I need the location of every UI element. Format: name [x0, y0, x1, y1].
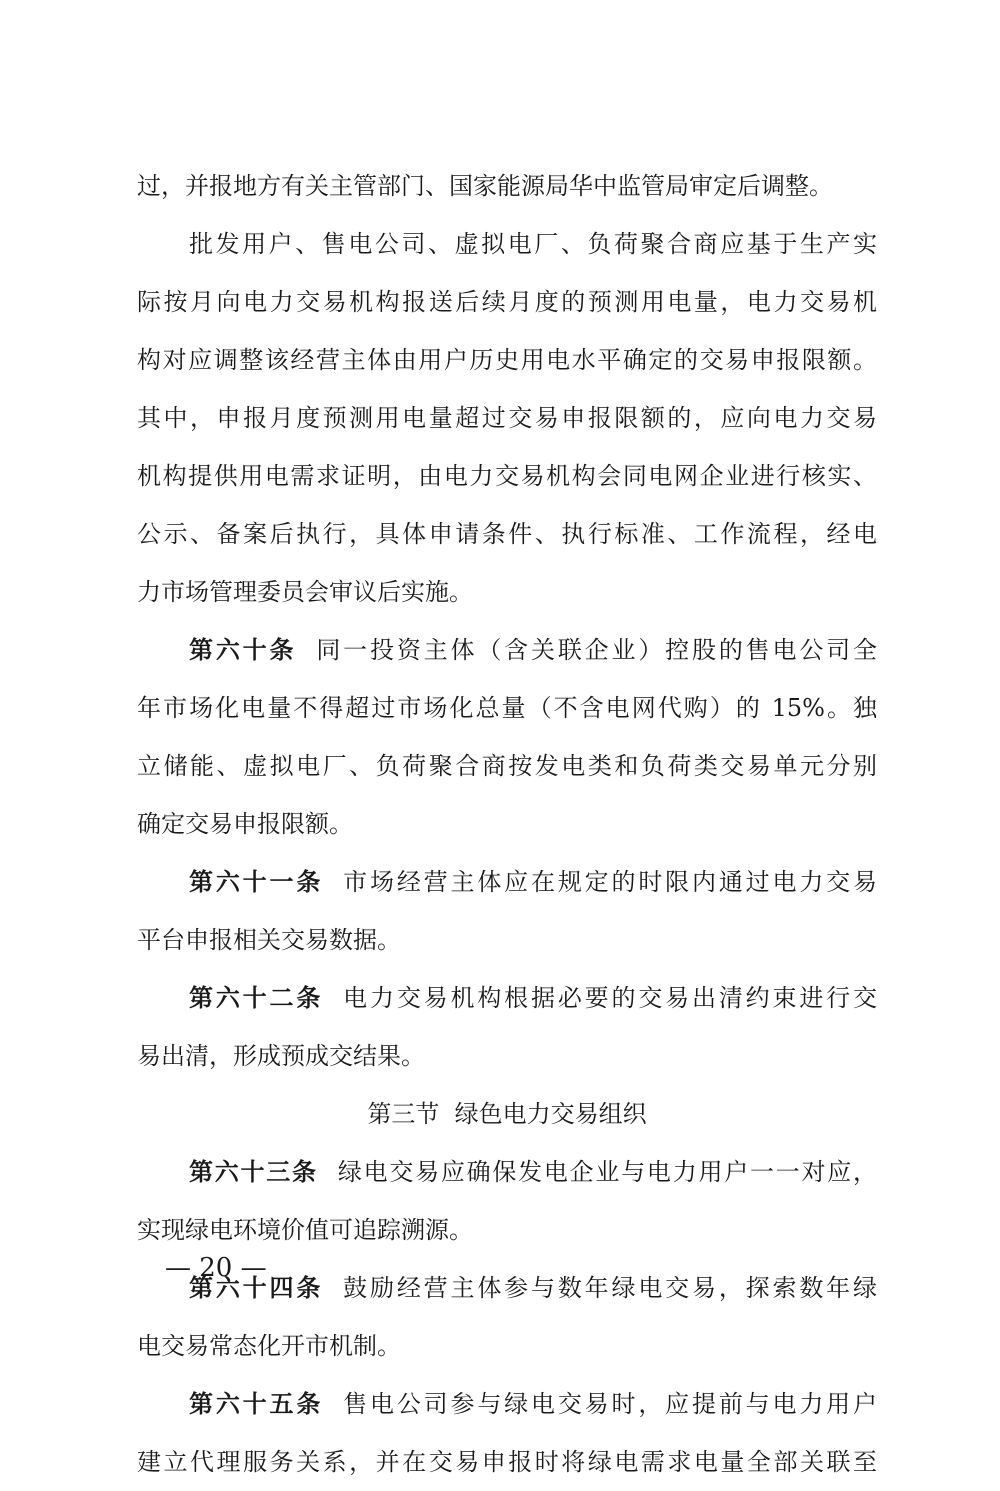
article-number: 第六十五条 — [189, 1389, 324, 1418]
body-line: 立储能、虚拟电厂、负荷聚合商按发电类和负荷类交易单元分别 — [137, 752, 877, 780]
paragraph-end-line: 力市场管理委员会审议后实施。 — [137, 578, 473, 606]
paragraph-end-line: 电交易常态化开市机制。 — [137, 1332, 401, 1360]
body-line: 年市场化电量不得超过市场化总量（不含电网代购）的 15%。独 — [137, 694, 877, 722]
section-heading: 第三节 绿色电力交易组织 — [367, 1100, 647, 1128]
article-64-line: 第六十四条 鼓励经营主体参与数年绿电交易，探索数年绿 — [189, 1273, 877, 1302]
body-line: 过，并报地方有关主管部门、国家能源局华中监管局审定后调整。 — [137, 172, 833, 200]
paragraph-end-line: 易出清，形成预成交结果。 — [137, 1042, 425, 1070]
body-line: 机构提供用电需求证明，由电力交易机构会同电网企业进行核实、 — [137, 462, 877, 490]
document-body — [137, 157, 877, 1491]
paragraph-end-line: 确定交易申报限额。 — [137, 810, 353, 838]
paragraph-start-line: 批发用户、售电公司、虚拟电厂、负荷聚合商应基于生产实 — [189, 230, 877, 258]
page-number: — 20 — — [165, 1253, 267, 1283]
article-65-line: 第六十五条 售电公司参与绿电交易时，应提前与电力用户 — [189, 1389, 877, 1418]
article-60-line: 第六十条 同一投资主体（含关联企业）控股的售电公司全 — [189, 635, 877, 664]
body-line: 公示、备案后执行，具体申请条件、执行标准、工作流程，经电 — [137, 520, 877, 548]
article-number: 第六十四条 — [189, 1273, 324, 1302]
paragraph-end-line: 实现绿电环境价值可追踪溯源。 — [137, 1216, 473, 1244]
body-line: 建立代理服务关系，并在交易申报时将绿电需求电量全部关联至 — [137, 1448, 877, 1476]
body-line: 构对应调整该经营主体由用户历史用电水平确定的交易申报限额。 — [137, 346, 877, 374]
paragraph-end-line: 平台申报相关交易数据。 — [137, 926, 401, 954]
article-63-line: 第六十三条 绿电交易应确保发电企业与电力用户一一对应， — [189, 1157, 877, 1186]
article-61-line: 第六十一条 市场经营主体应在规定的时限内通过电力交易 — [189, 867, 877, 896]
article-number: 第六十一条 — [189, 867, 324, 896]
article-number: 第六十三条 — [189, 1157, 318, 1186]
body-line: 际按月向电力交易机构报送后续月度的预测用电量，电力交易机 — [137, 288, 877, 316]
article-62-line: 第六十二条 电力交易机构根据必要的交易出清约束进行交 — [189, 983, 877, 1012]
body-line: 其中，申报月度预测用电量超过交易申报限额的，应向电力交易 — [137, 404, 877, 432]
article-number: 第六十二条 — [189, 983, 324, 1012]
article-number: 第六十条 — [189, 635, 297, 664]
